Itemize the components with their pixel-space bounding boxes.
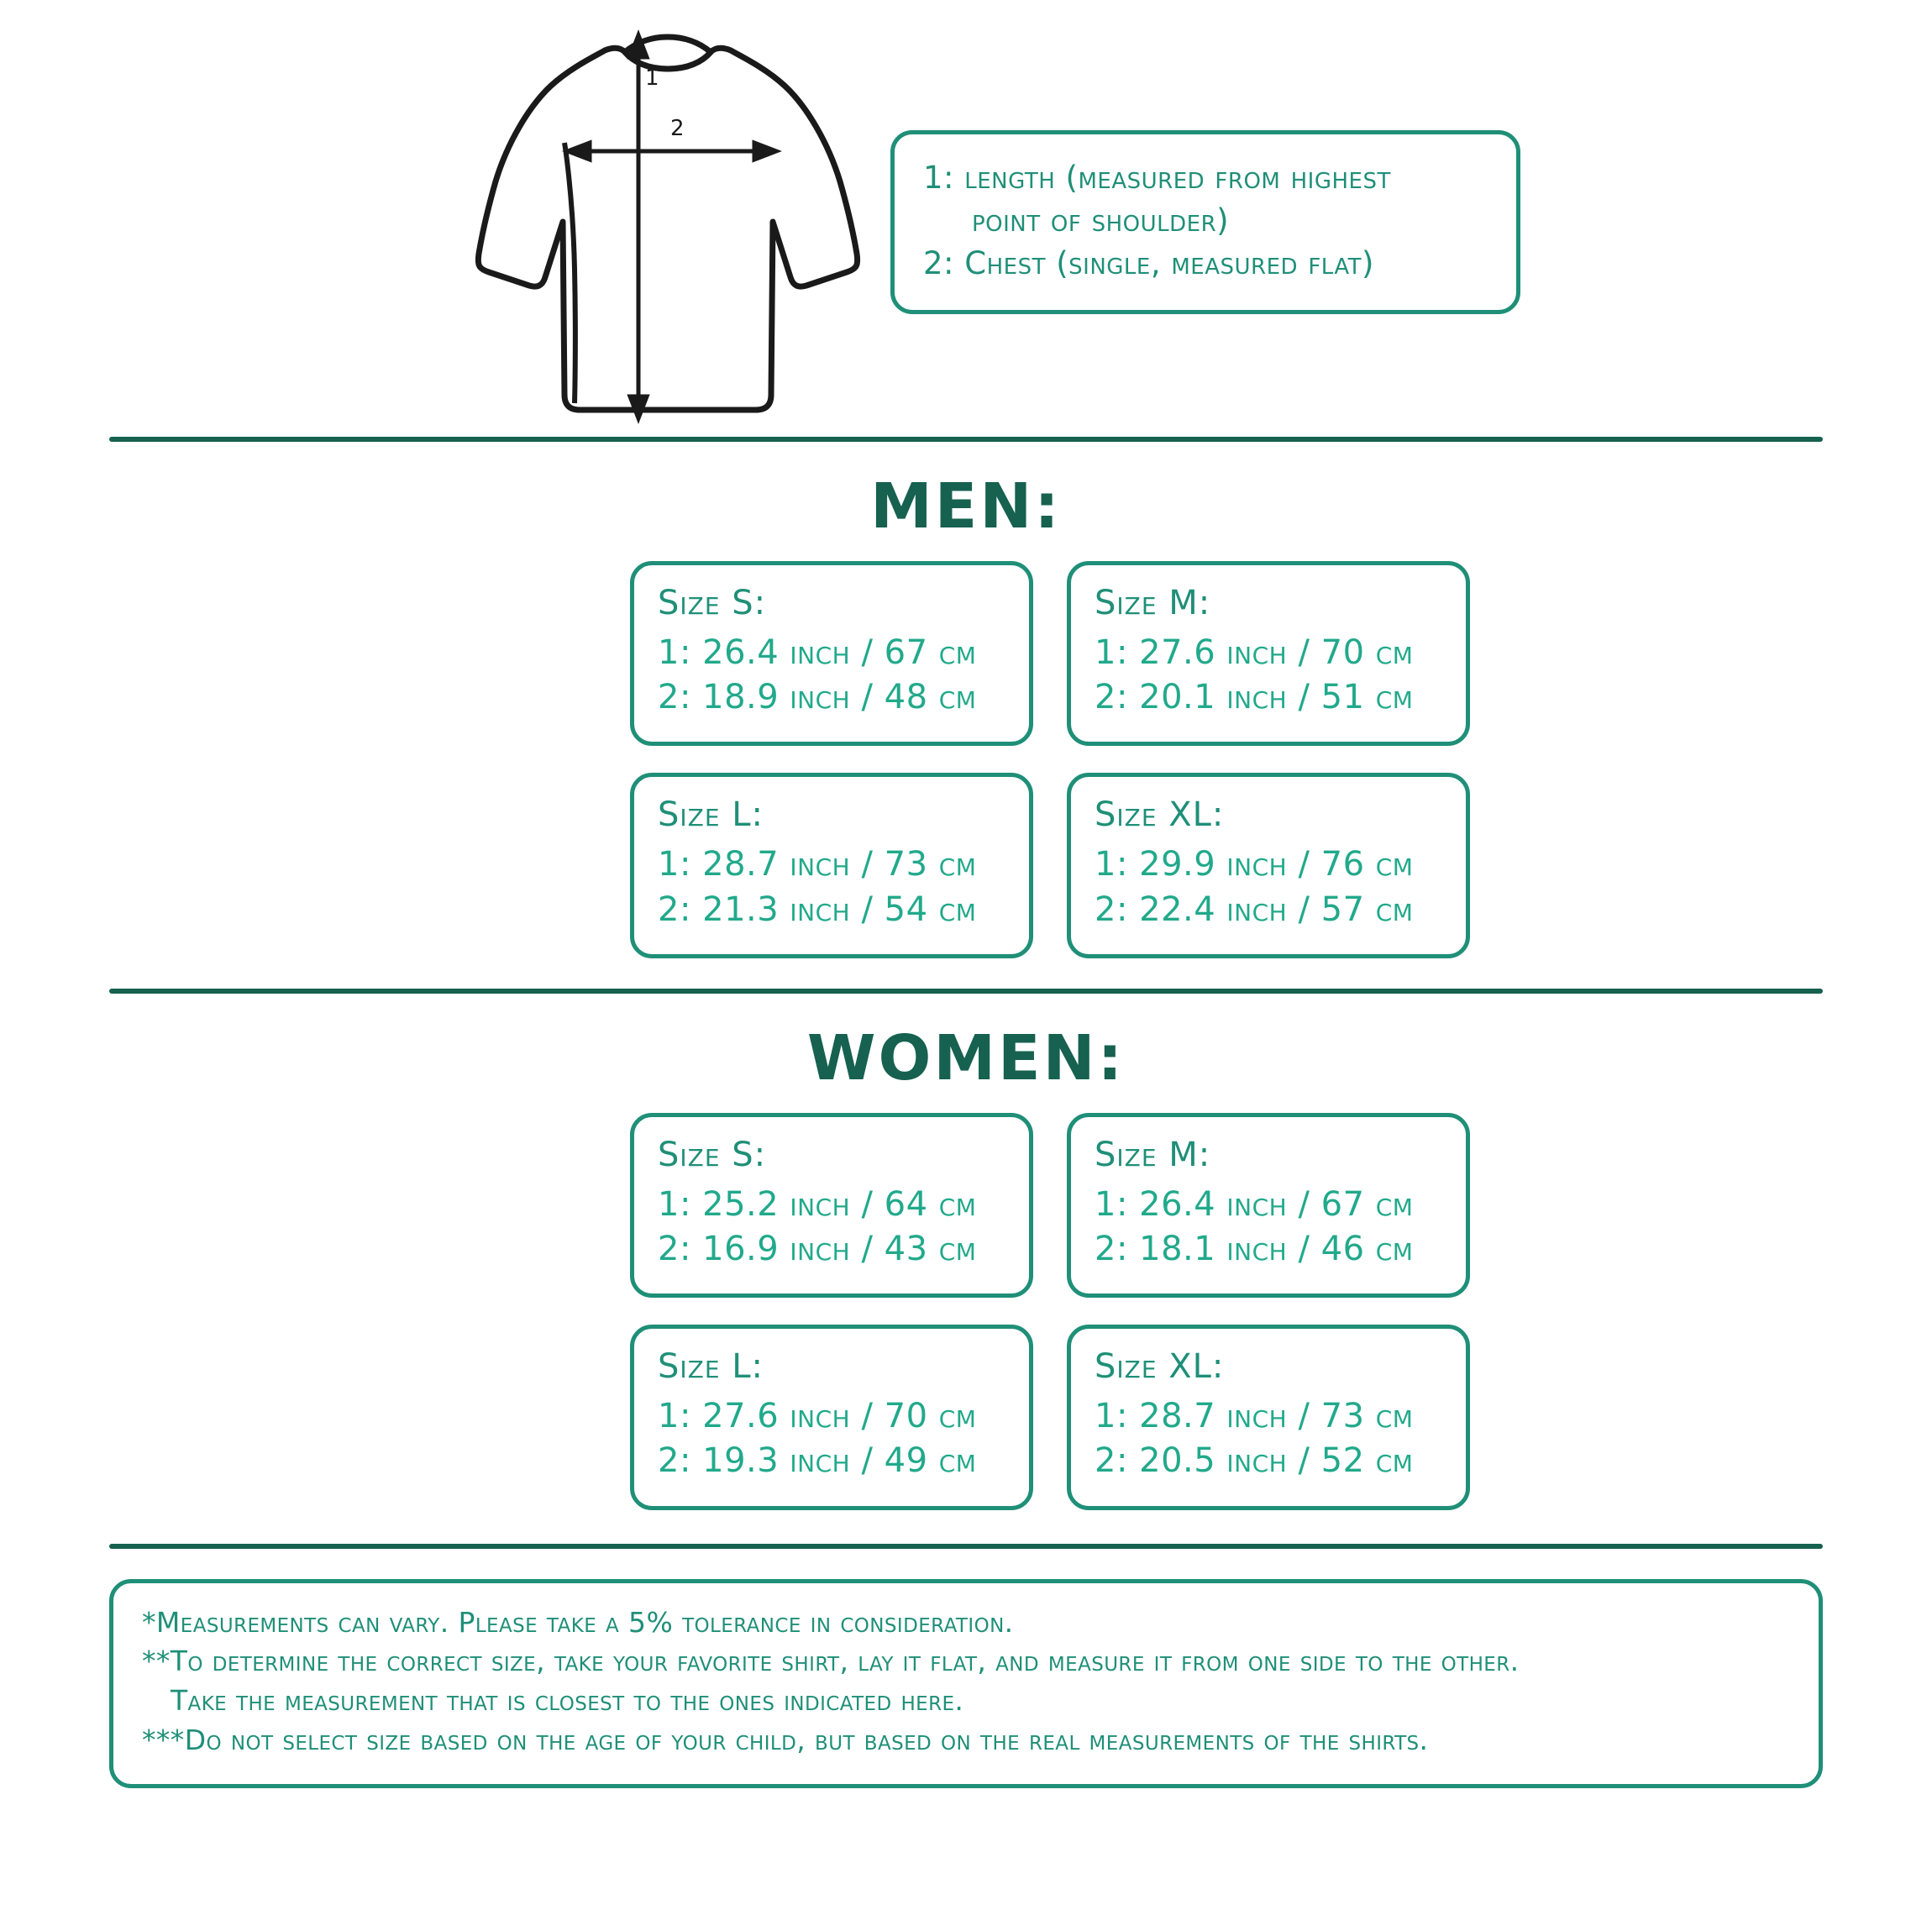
length-marker-label: 1 [645,66,659,91]
chest-marker-label: 2 [670,116,685,141]
size-card-length: 1: 27.6 inch / 70 cm [1095,633,1414,672]
size-card-title: Size M: [1095,1135,1211,1174]
size-card-length: 1: 26.4 inch / 67 cm [658,633,977,672]
size-card-length: 1: 25.2 inch / 64 cm [658,1184,977,1224]
size-card-chest: 2: 18.9 inch / 48 cm [658,678,977,717]
divider-top [109,437,1823,442]
size-card-title: Size S: [658,1135,767,1174]
size-card-chest: 2: 19.3 inch / 49 cm [658,1441,977,1481]
size-card-chest: 2: 16.9 inch / 43 cm [658,1229,977,1268]
note-how-to-measure-cont: Take the measurement that is closest to the ones indicated here. [171,1684,964,1718]
size-card-chest: 2: 18.1 inch / 46 cm [1095,1229,1414,1268]
size-card-men-xl [1067,773,1470,958]
size-card-women-m [1067,1113,1470,1298]
legend-chest-line: 2: Chest (single, measured flat) [923,245,1374,282]
size-card-men-l [630,773,1033,958]
size-card-length: 1: 26.4 inch / 67 cm [1095,1184,1414,1224]
size-card-women-s [630,1113,1033,1298]
divider-bottom [109,1544,1823,1549]
note-how-to-measure: **To determine the correct size, take your favorite shirt, lay it flat, and measure it from one side to the other. [142,1645,1520,1678]
size-card-chest: 2: 20.1 inch / 51 cm [1095,678,1414,717]
shirt-illustration [470,17,865,428]
section-title-men: MEN: [870,470,1062,543]
size-card-length: 1: 28.7 inch / 73 cm [658,845,977,884]
notes-box [109,1579,1823,1788]
diagram-section [0,0,1932,437]
size-cards-women [462,1113,1470,1510]
section-title-women: WOMEN: [806,1021,1126,1094]
size-cards-men [462,561,1470,958]
size-card-chest: 2: 20.5 inch / 52 cm [1095,1441,1414,1481]
size-card-length: 1: 29.9 inch / 76 cm [1095,845,1414,884]
legend-length-line-cont: point of shoulder) [972,202,1230,239]
size-card-length: 1: 27.6 inch / 70 cm [658,1397,977,1436]
note-tolerance: *Measurements can vary. Please take a 5% tolerance in consideration. [142,1605,1014,1639]
size-card-length: 1: 28.7 inch / 73 cm [1095,1397,1414,1436]
size-card-men-s [630,561,1033,746]
size-card-women-l [630,1325,1033,1509]
divider-middle [109,989,1823,994]
size-card-men-m [1067,561,1470,746]
note-age-warning: ***Do not select size based on the age of your child, but based on the real measurements of the shirts. [142,1724,1429,1757]
size-card-women-xl [1067,1325,1470,1509]
size-card-title: Size S: [658,584,767,622]
size-card-title: Size M: [1095,584,1211,622]
size-card-title: Size XL: [1095,795,1225,835]
size-card-title: Size L: [658,795,764,835]
legend-length-line: 1: length (measured from highest [923,160,1391,196]
legend-box [890,130,1520,314]
size-card-title: Size L: [658,1347,764,1387]
size-card-chest: 2: 21.3 inch / 54 cm [658,889,977,929]
size-card-chest: 2: 22.4 inch / 57 cm [1095,889,1414,929]
size-card-title: Size XL: [1095,1347,1225,1387]
